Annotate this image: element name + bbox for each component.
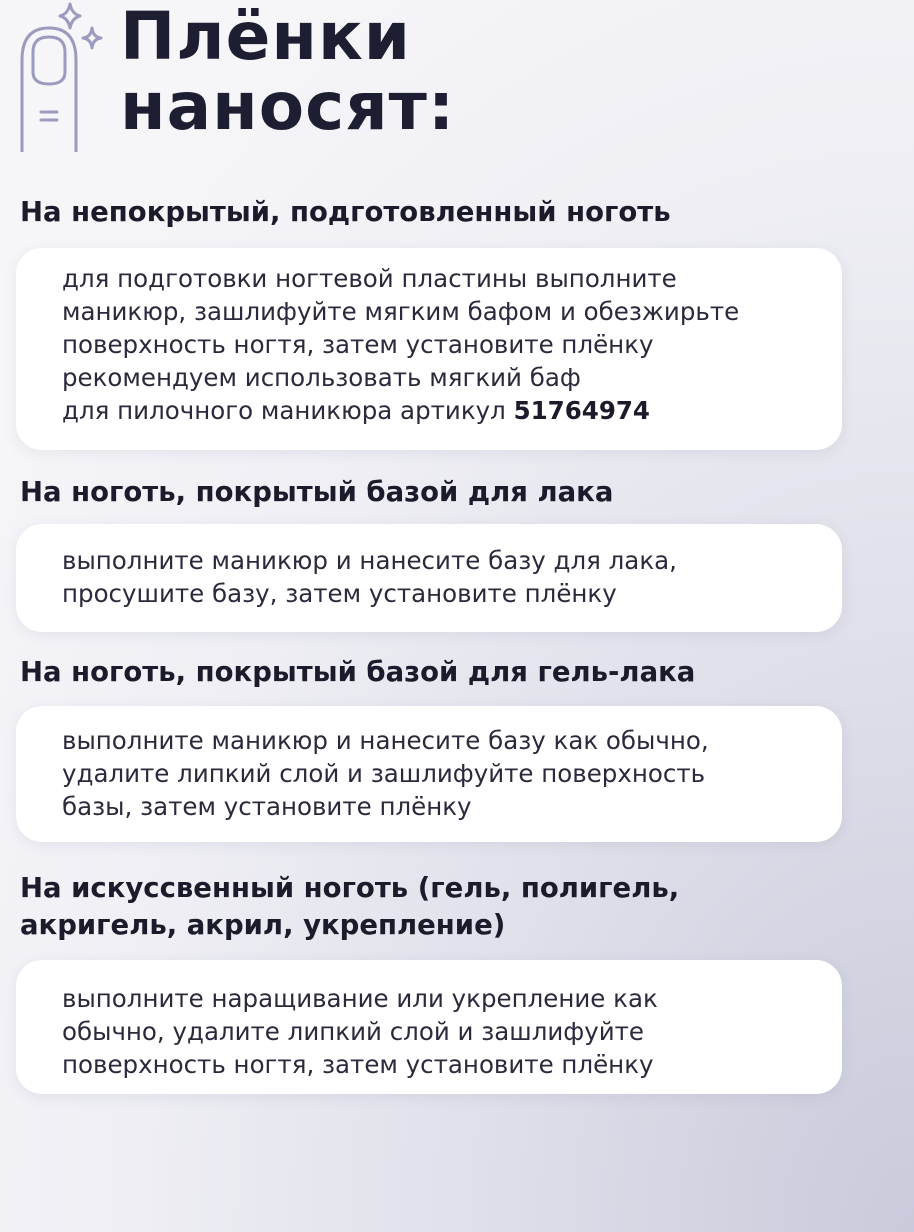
- card-line: просушите базу, затем установите плёнку: [62, 579, 617, 608]
- title-line-2: наносят:: [120, 68, 456, 145]
- heading-line: акригель, акрил, укрепление): [20, 909, 506, 941]
- title-line-1: Плёнки: [120, 0, 411, 75]
- card-line: рекомендуем использовать мягкий баф: [62, 363, 581, 392]
- card-line: базы, затем установите плёнку: [62, 792, 472, 821]
- page-title: [120, 0, 456, 145]
- card-line: поверхность ногтя, затем установите плёнку: [62, 330, 654, 359]
- card-varnish-base: [16, 524, 842, 632]
- nail-sparkle-icon: [12, 2, 116, 152]
- card-line: маникюр, зашлифуйте мягким бафом и обезжирьте: [62, 297, 740, 326]
- card-line: обычно, удалите липкий слой и зашлифуйте: [62, 1017, 644, 1046]
- card-line: удалите липкий слой и зашлифуйте поверхность: [62, 759, 706, 788]
- card-line-article: [62, 394, 842, 427]
- article-number: 51764974: [513, 396, 650, 425]
- card-line: выполните маникюр и нанесите базу для лака,: [62, 546, 677, 575]
- card-line: для подготовки ногтевой пластины выполните: [62, 264, 677, 293]
- section-heading-artificial: [20, 870, 679, 944]
- card-line: выполните маникюр и нанесите базу как обычно,: [62, 726, 709, 755]
- section-heading-varnish-base: На ноготь, покрытый базой для лака: [20, 476, 614, 508]
- card-line: выполните наращивание или укрепление как: [62, 984, 658, 1013]
- section-heading-uncoated: На непокрытый, подготовленный ноготь: [20, 196, 671, 228]
- header: [0, 0, 914, 170]
- article-label: для пилочного маникюра артикул: [62, 396, 506, 425]
- section-heading-gel-base: На ноготь, покрытый базой для гель-лака: [20, 656, 696, 688]
- card-artificial: [16, 960, 842, 1094]
- card-gel-base: [16, 706, 842, 842]
- card-line: поверхность ногтя, затем установите плёнку: [62, 1050, 654, 1079]
- card-uncoated: [16, 248, 842, 450]
- heading-line: На искуссвенный ноготь (гель, полигель,: [20, 872, 680, 904]
